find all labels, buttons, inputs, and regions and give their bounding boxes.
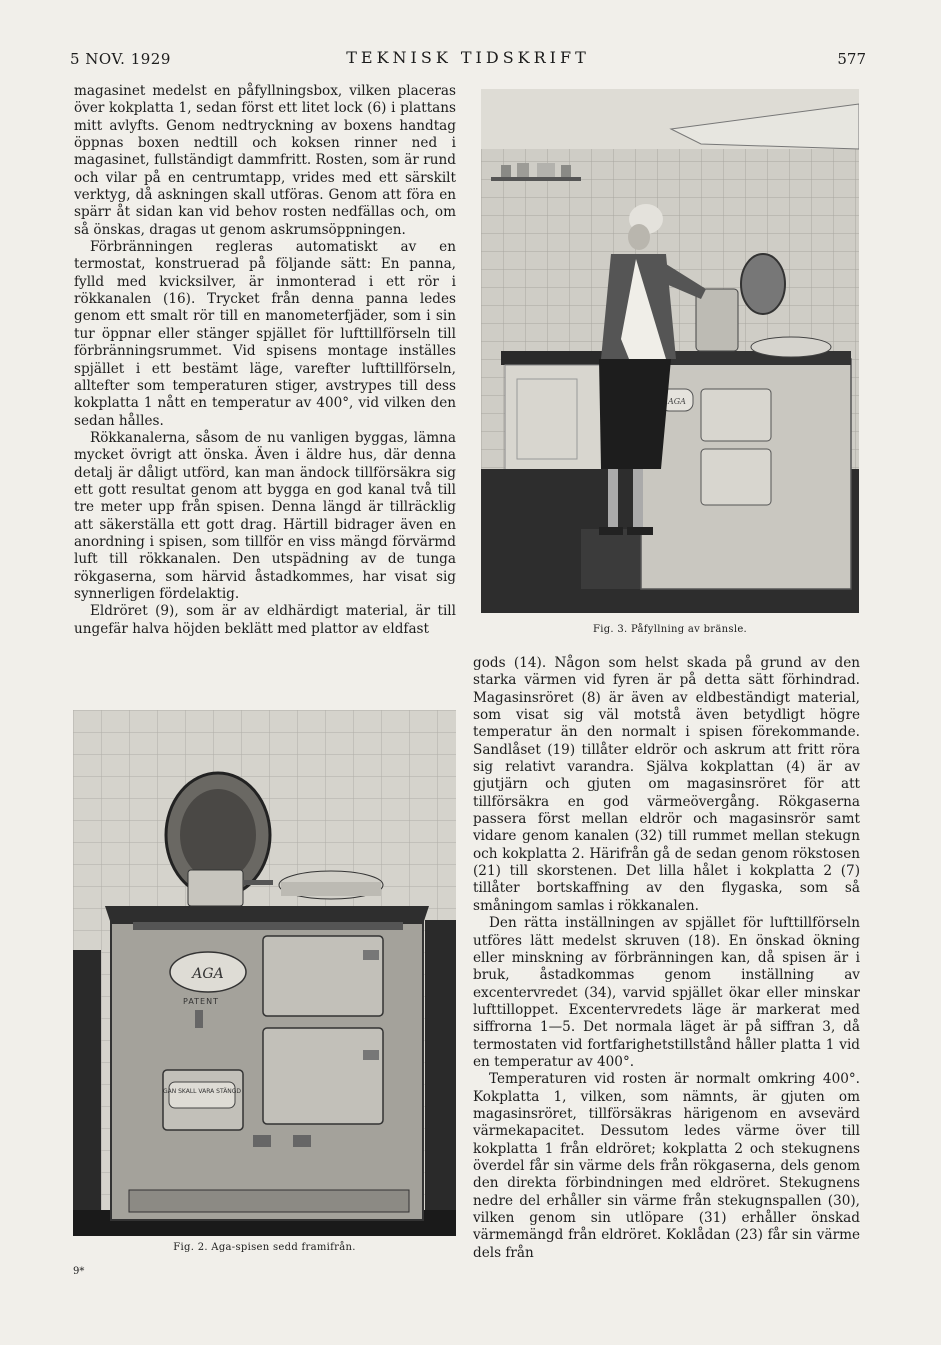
stove-warning-plate: GAN SKALL VARA STÄNGD xyxy=(162,1088,242,1095)
issue-date: 5 NOV. 1929 xyxy=(70,50,171,68)
stove-patent-label: PATENT xyxy=(183,997,219,1006)
journal-title: TEKNISK TIDSKRIFT xyxy=(346,48,590,67)
aga-stove-photo-illustration xyxy=(73,710,456,1236)
paragraph: magasinet medelst en påfyllningsbox, vilken placeras över kokplatta 1, sedan först ett litet lock (6) i plattans mitt avlyfts. Genom nedtryckning av boxens handtag öppnas boxen nedtill och koksen rinner ned i magasinet, fullständigt dammfritt. Rosten, som är rund och vilar på en centrumtapp, vrides med ett särskilt verktyg, då askningen skall utföras. Genom att föra en spärr åt sidan kan vid behov rosten nedfällas och, om så önskas, dragas ut genom askrumsöppningen. xyxy=(74,83,456,238)
figure-2-photo xyxy=(73,710,456,1236)
signature-mark: 9* xyxy=(73,1266,85,1277)
paragraph: Temperaturen vid rosten är normalt omkring 400°. Kokplatta 1, vilken, som nämnts, är gjuten om magasinsröret, tillförsäkras härigenom en avsevärd värmekapacitet. Dessutom ledes värme över till kokplatta 1 från eldröret; kokplatta 2 och stekugnens överdel får sin värme dels från rökgaserna, dels genom den direkta förbindningen med eldröret. Stekugnens nedre del erhåller sin värme från stekugnspallen (30), vilken genom sin utlöpare (31) erhåller önskad värmemängd från eldröret. Koklådan (23) får sin värme dels från xyxy=(473,1071,860,1261)
paragraph: Förbränningen regleras automatiskt av en termostat, konstruerad på följande sätt: En panna, fylld med kvicksilver, är inmonterad i ett rör i rökkanalen (16). Trycket från denna panna ledes genom ett smalt rör till en manometerfjäder, som i sin tur öppnar eller stänger spjället för lufttillförseln till förbränningsrummet. Vid spisens montage inställes spjället i ett bestämt läge, varefter lufttillförseln, alltefter som temperaturen stiger, avstrypes till dess kokplatta 1 nått en temperatur av 400°, vid vilken den sedan hålles. xyxy=(74,239,456,429)
stove-logo-fig3: AGA xyxy=(668,397,686,406)
figure-3-photo xyxy=(481,89,859,613)
right-column xyxy=(473,655,860,1262)
paragraph: gods (14). Någon som helst skada på grund av den starka värmen vid fyren är på detta sätt förhindrad. Magasinsröret (8) är även av eldbeständigt material, som visat sig väl motstå även betydligt högre temperatur än den normalt i spisen förekommande. Sandlåset (19) tillåter eldrör och askrum att fritt röra sig relativt varandra. Själva kokplattan (4) är av gjutjärn och gjuten om magasinsröret för att tillförsäkra en god värmeövergång. Rökgaserna passera först mellan eldrör och magasinsrör samt vidare genom kanalen (32) till rummet mellan stekugn och kokplatta 2. Härifrån gå de sedan genom rökstosen (21) till skorstenen. Det lilla hålet i kokplatta 2 (7) tillåter bortskaffning av den flygaska, som så småningom samlas i rökkanalen. xyxy=(473,655,860,914)
paragraph: Den rätta inställningen av spjället för lufttillförseln utföres lätt medelst skruven (18). En önskad ökning eller minskning av förbränningen kan, då spisen är i bruk, åstadkommas genom inställning av excentervredet (34), varvid spjället ökar eller minskar lufttilloppet. Excentervredets läge är markerat med siffrorna 1—5. Det normala läget är på siffran 3, då termostaten vid fortfarighetstillstånd håller platta 1 vid en temperatur av 400°. xyxy=(473,915,860,1070)
figure-2-caption: Fig. 2. Aga-spisen sedd framifrån. xyxy=(173,1242,356,1253)
left-column xyxy=(74,83,456,638)
page-number: 577 xyxy=(837,50,866,68)
stove-logo-fig2: AGA xyxy=(192,966,224,982)
figure-3-caption: Fig. 3. Påfyllning av bränsle. xyxy=(592,624,748,635)
running-header xyxy=(70,48,866,72)
kitchen-photo-illustration xyxy=(481,89,859,613)
paragraph: Eldröret (9), som är av eldhärdigt material, är till ungefär halva höjden beklätt med plattor av eldfast xyxy=(74,603,456,637)
paragraph: Rökkanalerna, såsom de nu vanligen byggas, lämna mycket övrigt att önska. Även i äldre hus, där denna detalj är dåligt utförd, kan man ändock tillförsäkra sig ett gott resultat genom att bygga en god kanal två till tre meter upp från spisen. Denna längd är tillräcklig att säkerställa ett gott drag. Härtill bidrager även en anordning i spisen, som tillför en viss mängd förvärmd luft till rökkanalen. Den utspädning av de tunga rökgaserna, som härvid åstadkommes, har visat sig synnerligen fördelaktig. xyxy=(74,429,456,602)
